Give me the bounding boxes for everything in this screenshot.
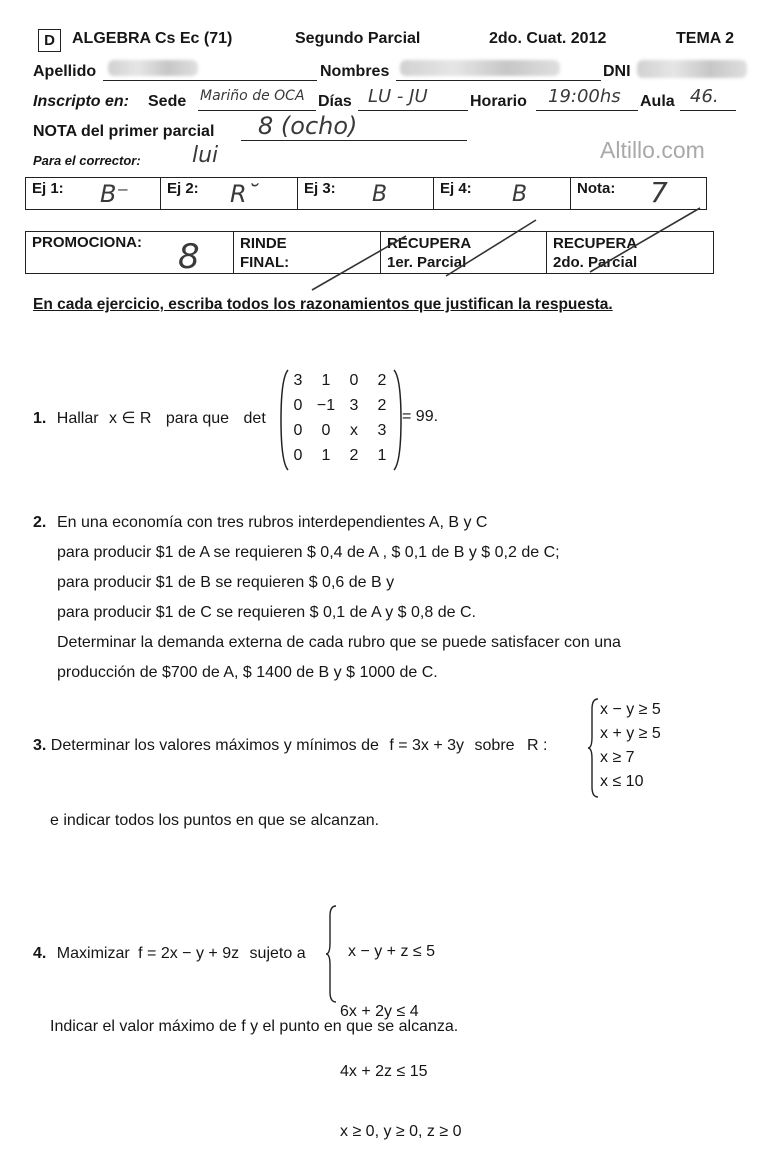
matrix-row: 0 −1 3 2: [293, 396, 387, 414]
ej4-grade: B: [512, 182, 528, 207]
p1-number: 1.: [33, 410, 47, 427]
instruction: En cada ejercicio, escriba todos los razonamientos que justifican la respuesta.: [33, 296, 613, 313]
nota-primer-parcial-value: 8 (ocho): [258, 112, 358, 140]
ej1-grade: B⁻: [100, 180, 130, 208]
p3-text3: e indicar todos los puntos en que se alcanzan.: [50, 812, 380, 829]
p4-func: f = 2x − y + 9z: [138, 945, 240, 962]
ej1-label: Ej 1:: [32, 180, 64, 197]
corrector-signature: lui: [192, 143, 219, 168]
p1-equals: = 99.: [402, 408, 439, 425]
p2-line: producción de $700 de A, $ 1400 de B y $ 1000 de C.: [57, 664, 438, 681]
horario-value: 19:00hs: [548, 86, 621, 107]
p1-det: det: [243, 410, 266, 427]
rinde-label-2: FINAL:: [240, 254, 290, 271]
ej3-grade: B: [372, 182, 388, 207]
course-title: ALGEBRA Cs Ec (71): [72, 30, 233, 47]
p3-constraint: x − y ≥ 5: [600, 701, 661, 718]
p2-number: 2.: [33, 514, 47, 531]
p4-text3: Indicar el valor máximo de f y el punto en que se alcanza.: [50, 1018, 459, 1035]
p2-line: En una economía con tres rubros interdependientes A, B y C: [57, 514, 488, 531]
p2-line: Determinar la demanda externa de cada rubro que se puede satisfacer con una: [57, 634, 621, 651]
p1-text2: para que: [165, 410, 230, 427]
exam-period: 2do. Cuat. 2012: [489, 30, 607, 47]
promociona-value: 8: [178, 237, 200, 277]
p4-text: Maximizar: [56, 945, 130, 962]
sede-value: Mariño de OCA: [200, 88, 305, 104]
nota-primer-parcial-label: NOTA del primer parcial: [33, 123, 215, 140]
p2-line: para producir $1 de A se requieren $ 0,4 de A , $ 0,1 de B y $ 0,2 de C;: [57, 544, 560, 561]
p4-text2: sujeto a: [249, 945, 306, 962]
p4-constraint: 4x + 2z ≤ 15: [340, 1063, 428, 1080]
p2-line: para producir $1 de C se requieren $ 0,1 de A y $ 0,8 de C.: [57, 604, 476, 621]
sede-label: Sede: [148, 93, 187, 110]
matrix-right-bracket: [392, 368, 402, 472]
final-grade: 7: [650, 176, 668, 209]
p1-var: x ∈ R: [109, 410, 152, 427]
problem-1: [33, 408, 266, 428]
rec2-label-2: 2do. Parcial: [553, 254, 638, 271]
p4-constraint: 6x + 2y ≤ 4: [340, 1003, 419, 1020]
ej4-label: Ej 4:: [440, 180, 472, 197]
problem-4: [33, 945, 306, 963]
dias-value: LU - JU: [368, 86, 428, 107]
dias-label: Días: [318, 93, 352, 110]
horario-label: Horario: [470, 93, 527, 110]
strike-through-lines: [0, 0, 780, 300]
rec2-label-1: RECUPERA: [553, 235, 638, 252]
p3-constraint: x ≤ 10: [600, 773, 644, 790]
apellido-label: Apellido: [33, 63, 97, 80]
p3-number: 3.: [33, 737, 47, 754]
matrix-row: 0 0 x 3: [293, 421, 387, 439]
p3-brace: [588, 697, 600, 799]
matrix-row: 0 1 2 1: [293, 446, 387, 464]
determinant-matrix: [284, 368, 396, 468]
ej2-grade: R˘: [230, 180, 259, 208]
watermark: Altillo.com: [600, 137, 705, 163]
p3-constraint: x + y ≥ 5: [600, 725, 661, 742]
ej2-label: Ej 2:: [167, 180, 199, 197]
p1-text: Hallar: [56, 410, 99, 427]
aula-value: 46.: [690, 86, 719, 107]
p4-number: 4.: [33, 945, 47, 962]
tema-letter-box: D: [38, 29, 61, 52]
nota-label: Nota:: [577, 180, 616, 197]
p3-region: R :: [527, 737, 548, 754]
p3-constraints: [600, 698, 661, 794]
p2-line: para producir $1 de B se requieren $ 0,6 de B y: [57, 574, 395, 591]
strike-line-rec1: [446, 220, 536, 276]
strike-line-rinde: [312, 236, 406, 290]
rec1-label-2: 1er. Parcial: [387, 254, 467, 271]
inscripto-label: Inscripto en:: [33, 93, 130, 110]
promociona-label: PROMOCIONA:: [32, 234, 142, 251]
rinde-label-1: RINDE: [240, 235, 287, 252]
dni-label: DNI: [603, 63, 631, 80]
p4-brace: [326, 904, 338, 1004]
nombres-label: Nombres: [320, 63, 390, 80]
matrix-row: 3 1 0 2: [293, 371, 387, 389]
p3-constraint: x ≥ 7: [600, 749, 635, 766]
p4-constraint: x ≥ 0, y ≥ 0, z ≥ 0: [340, 1123, 462, 1140]
p3-func: f = 3x + 3y: [389, 737, 465, 754]
exam-name: Segundo Parcial: [295, 30, 421, 47]
corrector-label: Para el corrector:: [33, 153, 141, 168]
ej3-label: Ej 3:: [304, 180, 336, 197]
tema-number: TEMA 2: [676, 30, 735, 47]
rec1-label-1: RECUPERA: [387, 235, 472, 252]
p3-text2: sobre: [474, 737, 515, 754]
strike-line-rec2: [590, 208, 700, 272]
problem-3: [33, 737, 547, 755]
aula-label: Aula: [640, 93, 675, 110]
p3-text: Determinar los valores máximos y mínimos de: [50, 737, 379, 754]
p4-constraint: x − y + z ≤ 5: [348, 943, 436, 960]
